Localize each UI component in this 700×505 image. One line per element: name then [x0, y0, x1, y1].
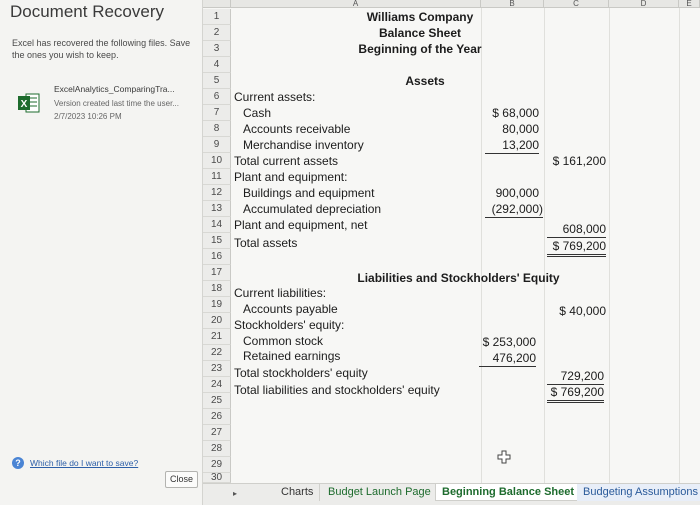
- cell-accounts-payable[interactable]: Accounts payable: [243, 302, 338, 316]
- help-link-text[interactable]: Which file do I want to save?: [30, 458, 139, 468]
- recovery-title: Document Recovery: [10, 2, 165, 21]
- cell-ar-value[interactable]: 80,000: [502, 122, 539, 136]
- row-number[interactable]: 26: [203, 409, 231, 425]
- recovered-file-item[interactable]: [14, 84, 199, 129]
- row-number[interactable]: 1: [203, 9, 231, 25]
- row-number[interactable]: 27: [203, 425, 231, 441]
- column-header-b[interactable]: B: [481, 0, 544, 8]
- tab-scroll-arrow-icon[interactable]: ▸: [233, 489, 238, 498]
- assets-heading[interactable]: Assets: [405, 74, 445, 88]
- row-number[interactable]: 5: [203, 73, 231, 89]
- row-number[interactable]: 10: [203, 153, 231, 169]
- cell-ap-value[interactable]: $ 40,000: [559, 304, 606, 318]
- row-number[interactable]: 19: [203, 297, 231, 313]
- cell-ppe-net-value[interactable]: 608,000: [547, 221, 606, 238]
- document-recovery-pane: [0, 0, 203, 505]
- select-all-corner[interactable]: [203, 0, 231, 8]
- file-version: Version created last time the user...: [54, 99, 179, 108]
- cell-ppe-net[interactable]: Plant and equipment, net: [234, 218, 368, 232]
- cell-accounts-receivable[interactable]: Accounts receivable: [243, 122, 351, 136]
- row-number[interactable]: 21: [203, 329, 231, 345]
- sheet-tabs-bar: [203, 483, 700, 505]
- row-number[interactable]: 9: [203, 137, 231, 153]
- tab-budget-launch-page[interactable]: Budget Launch Page: [322, 484, 438, 501]
- cell-accumulated-depreciation[interactable]: Accumulated depreciation: [243, 202, 382, 216]
- cell-be-value[interactable]: 900,000: [495, 186, 539, 200]
- cell-buildings-equipment[interactable]: Buildings and equipment: [243, 186, 375, 200]
- row-number[interactable]: 12: [203, 185, 231, 201]
- column-header-d[interactable]: D: [609, 0, 679, 8]
- row-number[interactable]: 14: [203, 217, 231, 233]
- sheet-period[interactable]: Beginning of the Year: [358, 42, 482, 56]
- row-number[interactable]: 6: [203, 89, 231, 105]
- company-name[interactable]: Williams Company: [366, 10, 474, 24]
- row-number[interactable]: 8: [203, 121, 231, 137]
- sheet-title[interactable]: Balance Sheet: [378, 26, 462, 40]
- help-link[interactable]: [12, 456, 138, 470]
- row-number[interactable]: 18: [203, 281, 231, 297]
- row-number[interactable]: 16: [203, 249, 231, 265]
- row-number[interactable]: 30: [203, 473, 231, 483]
- row-number[interactable]: 29: [203, 457, 231, 473]
- cell-total-liabilities-se[interactable]: Total liabilities and stockholders' equity: [234, 383, 440, 397]
- excel-file-icon: [18, 93, 40, 113]
- cell-total-assets-value[interactable]: $ 769,200: [547, 238, 606, 257]
- cell-inventory[interactable]: Merchandise inventory: [243, 138, 364, 152]
- tab-charts[interactable]: Charts: [275, 484, 320, 501]
- row-number[interactable]: 4: [203, 57, 231, 73]
- row-number[interactable]: 7: [203, 105, 231, 121]
- row-number[interactable]: 25: [203, 393, 231, 409]
- cell-re-value[interactable]: 476,200: [479, 350, 536, 367]
- svg-text:X: X: [20, 99, 28, 110]
- row-number[interactable]: 15: [203, 233, 231, 249]
- cell-total-assets[interactable]: Total assets: [234, 236, 298, 250]
- cell-current-assets[interactable]: Current assets:: [234, 90, 316, 104]
- cell-plant-equipment[interactable]: Plant and equipment:: [234, 170, 348, 184]
- column-header-a[interactable]: A: [231, 0, 481, 8]
- cell-tca-value[interactable]: $ 161,200: [552, 154, 606, 168]
- cell-stockholders-equity[interactable]: Stockholders' equity:: [234, 318, 345, 332]
- cell-ad-value[interactable]: (292,000): [485, 201, 543, 218]
- row-number[interactable]: 13: [203, 201, 231, 217]
- row-number[interactable]: 20: [203, 313, 231, 329]
- cell-cursor-icon: [497, 450, 511, 464]
- gridline: [679, 8, 680, 483]
- cell-retained-earnings[interactable]: Retained earnings: [243, 349, 341, 363]
- help-question-icon: ?: [12, 457, 24, 469]
- row-number[interactable]: 28: [203, 441, 231, 457]
- column-header-e[interactable]: E: [679, 0, 700, 8]
- cell-total-se[interactable]: Total stockholders' equity: [234, 366, 368, 380]
- row-number[interactable]: 11: [203, 169, 231, 185]
- cell-common-stock[interactable]: Common stock: [243, 334, 324, 348]
- row-number[interactable]: 3: [203, 41, 231, 57]
- liabilities-equity-heading[interactable]: Liabilities and Stockholders' Equity: [357, 271, 560, 285]
- row-number[interactable]: 17: [203, 265, 231, 281]
- file-date: 2/7/2023 10:26 PM: [54, 112, 122, 121]
- row-number[interactable]: 24: [203, 377, 231, 393]
- row-number[interactable]: 2: [203, 25, 231, 41]
- cell-tse-value[interactable]: 729,200: [547, 368, 604, 385]
- cell-cash-value[interactable]: $ 68,000: [492, 106, 539, 120]
- column-header-c[interactable]: C: [544, 0, 609, 8]
- cell-total-current-assets[interactable]: Total current assets: [234, 154, 339, 168]
- cell-cs-value[interactable]: $ 253,000: [482, 335, 536, 349]
- row-number[interactable]: 23: [203, 361, 231, 377]
- close-button[interactable]: Close: [165, 471, 198, 488]
- recovery-message: Excel has recovered the following files. Save the ones you wish to keep.: [12, 38, 191, 60]
- cell-current-liabilities[interactable]: Current liabilities:: [234, 286, 327, 300]
- worksheet[interactable]: [203, 0, 700, 483]
- cell-cash[interactable]: Cash: [243, 106, 272, 120]
- tab-budgeting-assumptions[interactable]: Budgeting Assumptions: [577, 484, 700, 501]
- gridline: [609, 8, 610, 483]
- tab-beginning-balance-sheet[interactable]: Beginning Balance Sheet: [435, 484, 581, 501]
- cell-inventory-value[interactable]: 13,200: [485, 137, 539, 154]
- row-number[interactable]: 22: [203, 345, 231, 361]
- file-name: ExcelAnalytics_ComparingTra...: [54, 84, 175, 94]
- cell-tlse-value[interactable]: $ 769,200: [547, 384, 604, 403]
